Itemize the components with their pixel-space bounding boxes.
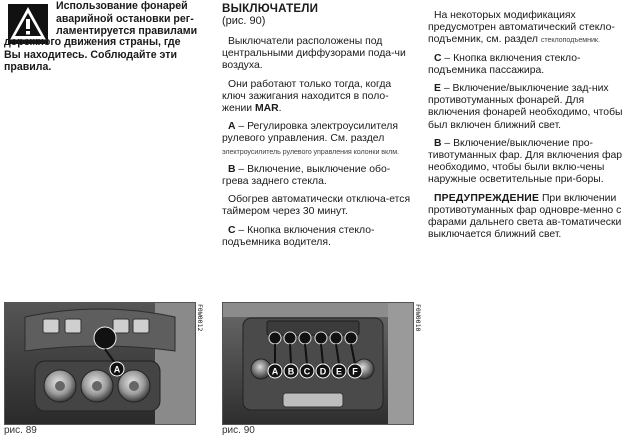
switch-button-e (330, 332, 342, 344)
warning-box-continued (4, 36, 204, 74)
figure-89-code: F0W0012 (196, 304, 204, 332)
marker-a: A (113, 364, 121, 375)
dashboard-photo-90 (223, 303, 413, 424)
figure-89-caption: рис. 89 (4, 425, 37, 436)
switch-button-d (315, 332, 327, 344)
item-e: E – Включение/выключение зад-них противотуманных фонарей. Для включения фонарей необходимо, чтобы был включен ближний свет. (428, 83, 623, 131)
warning-line: ламентируется правилами (56, 25, 198, 38)
item-b: B – Включение, выключение обо-грева заднего стекла. (222, 163, 391, 188)
item-c-driver: C – Кнопка включения стекло-подъемника водителя. (222, 224, 375, 248)
warning-label: ПРЕДУПРЕЖДЕНИЕ (434, 192, 540, 204)
callout-line-b (290, 344, 291, 364)
item-c-passenger: C – Кнопка включения стекло-подъемника пассажира. (428, 52, 581, 76)
warning-line: Использование фонарей (56, 0, 188, 12)
figure-90-code: F0W0010 (414, 304, 422, 332)
warning-line: Вы находитесь. Соблюдайте эти (4, 48, 177, 61)
switches-column (222, 0, 412, 255)
warning-line: аварийной остановки рег- (56, 12, 194, 25)
marker-d: D (319, 366, 327, 377)
marker-f: F (352, 366, 358, 377)
right-intro: На некоторых модификациях предусмотрен автоматический стекло-подъемник, см. раздел стеклоподъемник. (428, 10, 615, 46)
item-a: A – Регулировка электроусилителя рулевого управления. См. раздел электроусилитель рулевого управления колонки вклм. (222, 121, 399, 156)
section-title: ВЫКЛЮЧАТЕЛИ (222, 2, 319, 15)
fog-warning: ПРЕДУПРЕЖДЕНИЕ При включении противотуманных фар одновре-менно с фарами дальнего света ав-томатически выключается ближний свет. (428, 192, 622, 241)
marker-e: E (335, 366, 343, 377)
switch-button-c (299, 332, 311, 344)
item-a-small: электроусилитель рулевого управления колонки вклм. (222, 146, 399, 156)
right-column (428, 0, 636, 247)
switch-button-f (345, 332, 357, 344)
dashboard-photo-89 (5, 303, 195, 424)
switch-button-b (284, 332, 296, 344)
marker-c: C (303, 366, 311, 377)
marker-b: B (287, 366, 295, 377)
switch-button-a (269, 332, 281, 344)
warning-column (4, 0, 204, 74)
figure-89 (4, 302, 196, 425)
section-figure-ref: (рис. 90) (222, 15, 266, 27)
section-works-when: Они работают только тогда, когда ключ зажигания находится в поло-жении MAR. (222, 78, 392, 115)
marker-a: A (271, 366, 279, 377)
section-intro: Выключатели расположены под центральными диффузорами пода-чи воздуха. (222, 36, 406, 72)
item-b-fog: B – Включение/выключение про-тивотуманных фар. Для включения фар необходимо, чтобы были вклю-чены наружные осветительные при-боры. (428, 137, 623, 186)
mar-label: MAR (254, 103, 279, 115)
auto-off-note: Обогрев автоматически отключа-ется таймером через 30 минут. (222, 194, 411, 218)
warning-line: дорожного движения страны, где (4, 36, 181, 48)
figure-90 (222, 302, 414, 425)
figure-90-caption: рис. 90 (222, 425, 255, 436)
warning-line: правила. (4, 61, 52, 74)
